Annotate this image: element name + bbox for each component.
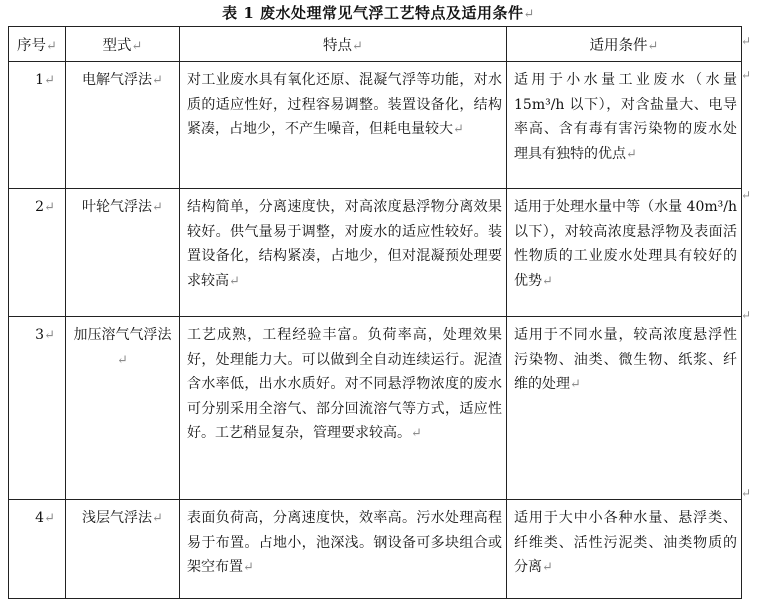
header-conditions-text: 适用条件 (589, 37, 648, 54)
row-conditions: 适用于小水量工业废水（水量 15m³/h 以下），对含盐量大、电导率高、含有毒有害污染物的废水处理具有独特的优点 (514, 72, 737, 162)
paragraph-mark-icon: ↵ (542, 560, 553, 576)
row-end-mark-icon: ↵ (740, 308, 752, 322)
paragraph-mark-icon: ↵ (229, 273, 240, 289)
row-type: 浅层气浮法 (82, 510, 153, 526)
row-type-cell (66, 317, 180, 500)
row-type-cell (66, 189, 180, 317)
paragraph-mark-icon: ↵ (131, 38, 143, 54)
row-type-cell (66, 500, 180, 599)
row-conditions-cell (507, 62, 742, 189)
row-features: 对工业废水具有氧化还原、混凝气浮等功能，对水质的适应性好，过程容易调整。装置设备化，结构紧凑，占地少，不产生噪音，但耗电量较大 (187, 72, 502, 138)
header-cell-num (9, 27, 66, 62)
paragraph-mark-icon: ↵ (542, 273, 553, 289)
header-cell-conditions (507, 27, 742, 62)
paragraph-mark-icon: ↵ (352, 38, 363, 54)
paragraph-mark-icon: ↵ (44, 328, 55, 343)
header-features-text: 特点 (323, 37, 353, 54)
row-num: 4 (35, 510, 45, 526)
header-type-text: 型式 (102, 37, 132, 54)
table-caption (0, 3, 757, 25)
table-caption-text: 表 1 废水处理常见气浮工艺特点及适用条件 (222, 4, 524, 22)
row-features-cell (180, 500, 507, 599)
row-conditions-cell (507, 500, 742, 599)
table-row (9, 500, 742, 599)
row-num: 1 (35, 72, 45, 88)
row-features: 工艺成熟，工程经验丰富。负荷率高，处理效果好，处理能力大。可以做到全自动连续运行。泥渣含水率低，出水水质好。对不同悬浮物浓度的废水可分别采用全溶气、部分回流溶气等方式，适应性好。工艺稍显复杂，管理要求较高。 (187, 327, 502, 442)
row-conditions-cell (507, 317, 742, 500)
row-num-cell (9, 189, 66, 317)
paragraph-mark-icon: ↵ (453, 122, 464, 138)
row-type-cell (66, 62, 180, 189)
paragraph-mark-icon: ↵ (152, 200, 163, 215)
row-num: 2 (35, 199, 45, 215)
row-end-mark-icon: ↵ (740, 188, 752, 202)
paragraph-mark-icon: ↵ (523, 7, 535, 22)
header-cell-type (66, 27, 180, 62)
table-row (9, 317, 742, 500)
paragraph-mark-icon: ↵ (46, 38, 57, 54)
row-conditions: 适用于处理水量中等（水量 40m³/h 以下），对较高浓度悬浮物及表面活性物质的工业废水处理具有较好的优势 (514, 199, 737, 289)
row-features-cell (180, 189, 507, 317)
row-features-cell (180, 62, 507, 189)
table-row (9, 62, 742, 189)
row-end-mark-icon: ↵ (740, 34, 752, 48)
paragraph-mark-icon: ↵ (411, 426, 422, 442)
paragraph-mark-icon: ↵ (44, 73, 55, 88)
row-features: 表面负荷高，分离速度快，效率高。污水处理高程易于布置。占地小，池深浅。钢设备可多块组合或架空布置 (187, 510, 502, 576)
row-features-cell (180, 317, 507, 500)
row-num-cell (9, 317, 66, 500)
row-features: 结构简单，分离速度快，对高浓度悬浮物分离效果较好。供气量易于调整，对废水的适应性较好。装置设备化，结构紧凑，占地少，但对混凝预处理要求较高 (187, 199, 502, 289)
row-num-cell (9, 62, 66, 189)
table-header-row (9, 27, 742, 62)
paragraph-mark-icon: ↵ (117, 352, 128, 368)
row-conditions: 适用于大中小各种水量、悬浮类、纤维类、活性污泥类、油类物质的分离 (514, 510, 737, 576)
paragraph-mark-icon: ↵ (243, 560, 254, 576)
paragraph-mark-icon: ↵ (152, 511, 163, 526)
row-type: 电解气浮法 (82, 72, 153, 88)
paragraph-mark-icon: ↵ (626, 146, 637, 162)
row-end-mark-icon: ↵ (740, 486, 752, 500)
header-cell-features (180, 27, 507, 62)
row-num-cell (9, 500, 66, 599)
paragraph-mark-icon: ↵ (152, 73, 163, 88)
row-conditions-cell (507, 189, 742, 317)
row-type: 加压溶气气浮法 (73, 327, 172, 343)
header-num-text: 序号 (17, 37, 47, 54)
paragraph-mark-icon: ↵ (44, 200, 55, 215)
row-num: 3 (35, 327, 45, 343)
row-end-mark-icon: ↵ (740, 68, 752, 82)
table-row (9, 189, 742, 317)
paragraph-mark-icon: ↵ (647, 38, 659, 54)
row-type: 叶轮气浮法 (82, 199, 153, 215)
paragraph-mark-icon: ↵ (44, 511, 55, 526)
paragraph-mark-icon: ↵ (570, 377, 581, 393)
row-conditions: 适用于不同水量，较高浓度悬浮性污染物、油类、微生物、纸浆、纤维的处理 (514, 327, 737, 393)
process-table (8, 26, 742, 599)
